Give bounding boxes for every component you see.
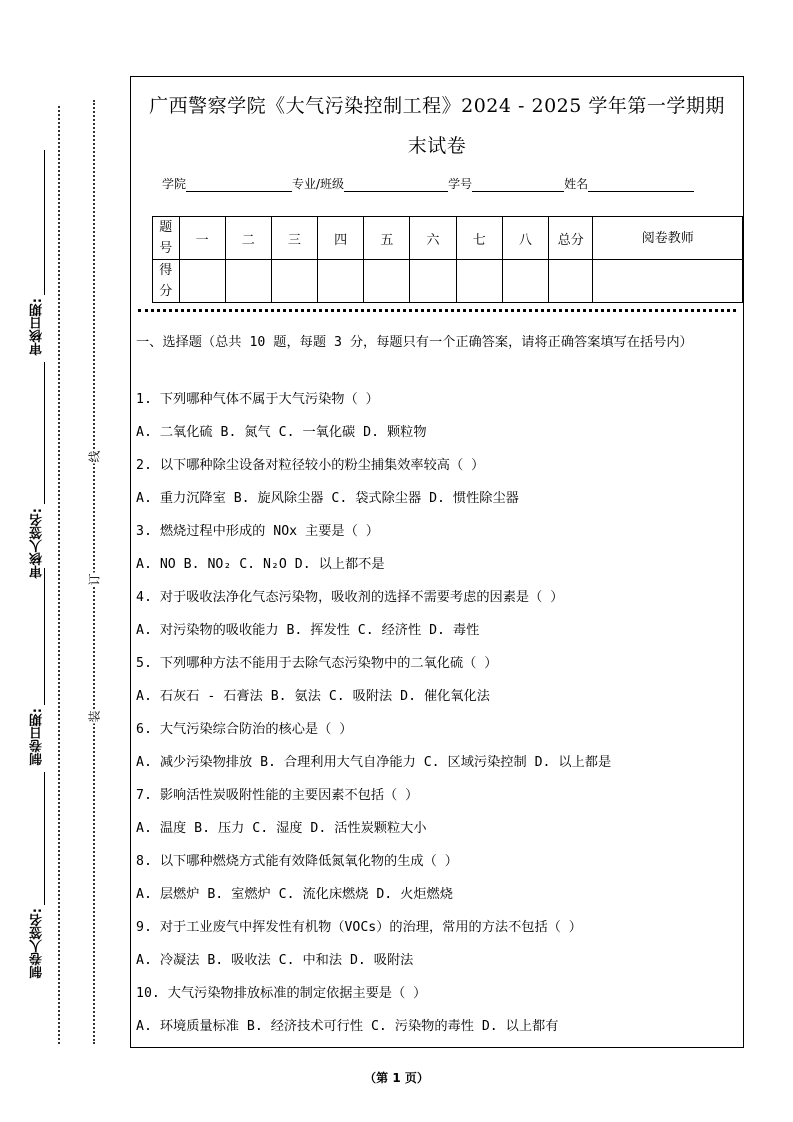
score-cell[interactable] bbox=[410, 260, 456, 303]
question-number-head: 题号 bbox=[153, 217, 180, 260]
total-score-cell[interactable] bbox=[549, 260, 593, 303]
options-6: A. 减少污染物排放 B. 合理利用大气自净能力 C. 区域污染控制 D. 以上都是 bbox=[136, 755, 612, 770]
exam-title-line2: 末试卷 bbox=[407, 135, 467, 157]
student-id-blank[interactable] bbox=[472, 178, 564, 192]
score-cell[interactable] bbox=[502, 260, 548, 303]
options-5: A. 石灰石 - 石膏法 B. 氨法 C. 吸附法 D. 催化氧化法 bbox=[136, 689, 490, 704]
reviewer-head: 阅卷教师 bbox=[593, 217, 743, 260]
review-date-label: 审核日期: bbox=[30, 298, 45, 356]
binding-char-zhuang: 装 bbox=[87, 710, 102, 723]
options-8: A. 层燃炉 B. 室燃炉 C. 流化床燃烧 D. 火炬燃烧 bbox=[136, 887, 453, 902]
binding-char-xian: 线 bbox=[87, 450, 102, 463]
score-cell[interactable] bbox=[456, 260, 502, 303]
score-cell[interactable] bbox=[179, 260, 225, 303]
options-2: A. 重力沉降室 B. 旋风除尘器 C. 袋式除尘器 D. 惯性除尘器 bbox=[136, 491, 519, 506]
column-head: 三 bbox=[271, 217, 317, 260]
make-date-line bbox=[44, 568, 45, 705]
binding-left-dotted-line bbox=[58, 106, 60, 1044]
reviewer-cell[interactable] bbox=[593, 260, 743, 303]
section-title: 一、选择题（总共 10 题，每题 3 分，每题只有一个正确答案，请将正确答案填写在括号内） bbox=[136, 335, 693, 350]
column-head: 五 bbox=[364, 217, 410, 260]
options-9: A. 冷凝法 B. 吸收法 C. 中和法 D. 吸附法 bbox=[136, 953, 414, 968]
column-head: 四 bbox=[318, 217, 364, 260]
options-7: A. 温度 B. 压力 C. 湿度 D. 活性炭颗粒大小 bbox=[136, 821, 427, 836]
question-3: 3. 燃烧过程中形成的 NOx 主要是（ ） bbox=[136, 524, 379, 539]
make-date-label: 制卷日期: bbox=[30, 708, 45, 766]
binding-char-ding: 订 bbox=[87, 573, 102, 586]
score-cell[interactable] bbox=[318, 260, 364, 303]
column-head: 一 bbox=[179, 217, 225, 260]
question-1: 1. 下列哪种气体不属于大气污染物（ ） bbox=[136, 392, 379, 407]
score-table bbox=[152, 216, 743, 303]
maker-sign-line bbox=[44, 772, 45, 905]
score-cell[interactable] bbox=[225, 260, 271, 303]
reviewer-sign-line bbox=[44, 362, 45, 504]
question-4: 4. 对于吸收法净化气态污染物，吸收剂的选择不需要考虑的因素是（ ） bbox=[136, 590, 564, 605]
college-blank[interactable] bbox=[186, 178, 292, 192]
column-head: 八 bbox=[502, 217, 548, 260]
column-head: 七 bbox=[456, 217, 502, 260]
major-blank[interactable] bbox=[344, 178, 448, 192]
major-label: 专业/班级 bbox=[292, 177, 345, 191]
score-row-head: 得分 bbox=[153, 260, 180, 303]
name-label: 姓名 bbox=[564, 177, 589, 191]
options-1: A. 二氧化硫 B. 氮气 C. 一氧化碳 D. 颗粒物 bbox=[136, 425, 427, 440]
options-4: A. 对污染物的吸收能力 B. 挥发性 C. 经济性 D. 毒性 bbox=[136, 623, 480, 638]
options-10: A. 环境质量标准 B. 经济技术可行性 C. 污染物的毒性 D. 以上都有 bbox=[136, 1019, 559, 1034]
question-7: 7. 影响活性炭吸附性能的主要因素不包括（ ） bbox=[136, 788, 419, 803]
maker-sign-label: 制卷人签名: bbox=[30, 908, 45, 979]
score-table-score-row bbox=[153, 260, 743, 303]
score-cell[interactable] bbox=[271, 260, 317, 303]
question-9: 9. 对于工业废气中挥发性有机物（VOCs）的治理，常用的方法不包括（ ） bbox=[136, 920, 582, 935]
options-3: A. NO B. NO₂ C. N₂O D. 以上都不是 bbox=[136, 557, 385, 572]
reviewer-sign-label: 审核人签名: bbox=[30, 508, 45, 579]
header-separator bbox=[138, 309, 736, 312]
question-10: 10. 大气污染物排放标准的制定依据主要是（ ） bbox=[136, 986, 427, 1001]
student-id-label: 学号 bbox=[448, 177, 473, 191]
column-head: 二 bbox=[225, 217, 271, 260]
page-number: （第 1 页） bbox=[364, 1071, 429, 1085]
question-6: 6. 大气污染综合防治的核心是（ ） bbox=[136, 722, 353, 737]
total-head: 总分 bbox=[549, 217, 593, 260]
student-info-row bbox=[162, 175, 722, 192]
question-8: 8. 以下哪种燃烧方式能有效降低氮氧化物的生成（ ） bbox=[136, 854, 458, 869]
review-date-line bbox=[44, 150, 45, 295]
column-head: 六 bbox=[410, 217, 456, 260]
name-blank[interactable] bbox=[588, 178, 694, 192]
question-5: 5. 下列哪种方法不能用于去除气态污染物中的二氧化硫（ ） bbox=[136, 656, 498, 671]
exam-frame bbox=[130, 76, 744, 1048]
college-label: 学院 bbox=[162, 177, 187, 191]
score-table-header-row bbox=[153, 217, 743, 260]
score-cell[interactable] bbox=[364, 260, 410, 303]
exam-title-line1: 广西警察学院《大气污染控制工程》2024 - 2025 学年第一学期期 bbox=[149, 95, 725, 117]
question-2: 2. 以下哪种除尘设备对粒径较小的粉尘捕集效率较高（ ） bbox=[136, 458, 485, 473]
